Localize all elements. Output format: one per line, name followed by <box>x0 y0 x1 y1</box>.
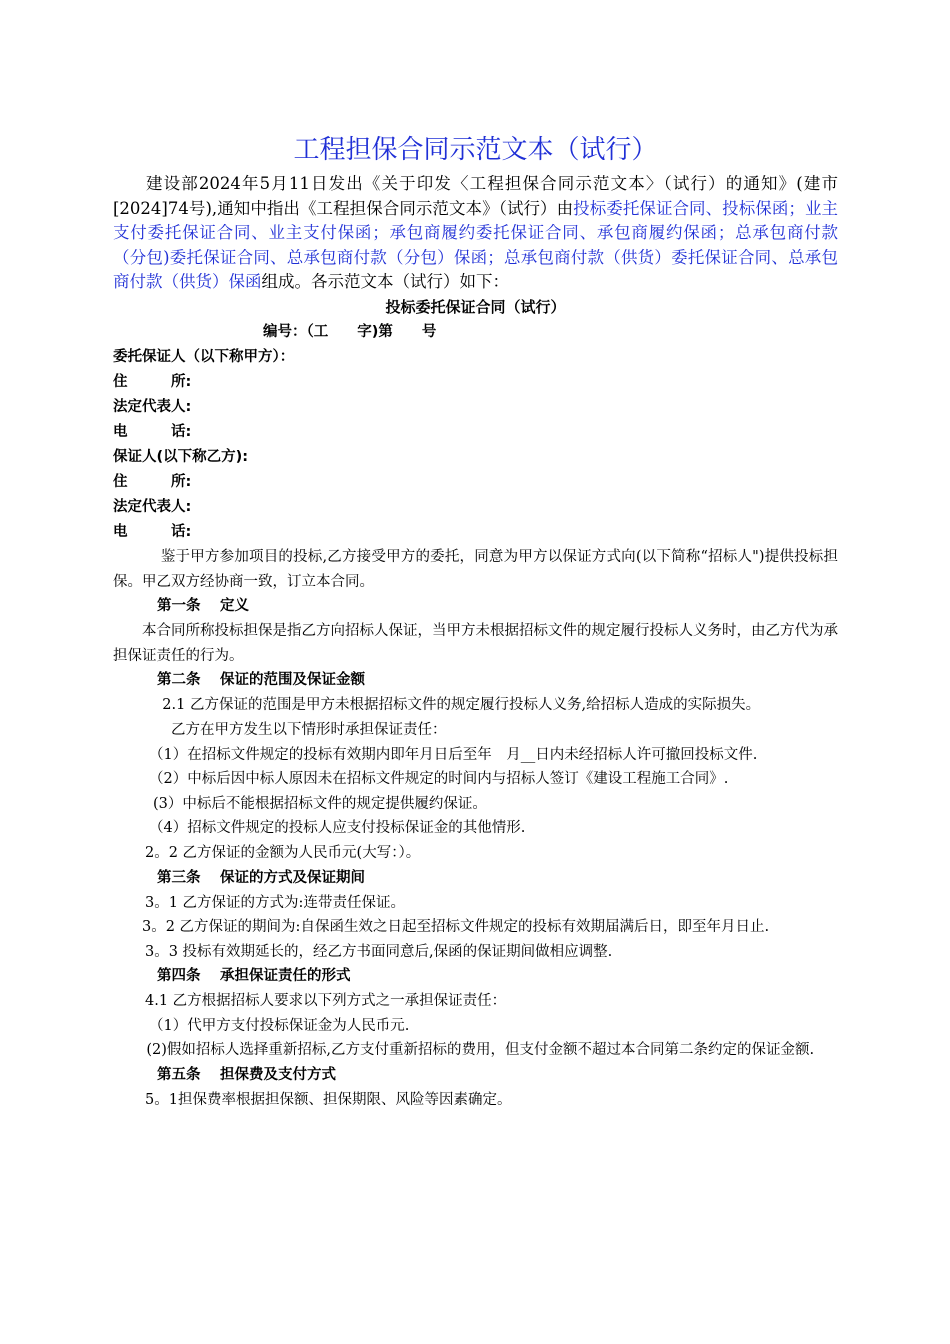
contract-title: 投标委托保证合同（试行） <box>385 297 566 316</box>
article-2-item-4: （4）招标文件规定的投标人应支付投标保证金的其他情形. <box>149 820 526 837</box>
article-3-1: 3。1 乙方保证的方式为:连带责任保证。 <box>145 894 405 911</box>
article-4-1: 4.1 乙方根据招标人要求以下列方式之一承担保证责任： <box>145 993 507 1010</box>
article-2-conditions: 乙方在甲方发生以下情形时承担保证责任： <box>171 721 447 738</box>
article-2-2: 2。2 乙方保证的金额为人民币元(大写：）。 <box>145 844 421 861</box>
intro-text-1: 建设部2024年5月11日发出《关于印发〈工程担保合同示范文本〉（试行）的通知》(建市[2024]74号),通知中指出《工程担保合同示范文本》（试行）由 <box>113 174 838 218</box>
party-b-phone: 电 话: <box>113 523 192 540</box>
article-1-title: 第一条 定义 <box>157 598 250 615</box>
article-3-title: 第三条 保证的方式及保证期间 <box>157 869 366 886</box>
contract-number: 编号：（工 字)第 号 <box>263 323 437 340</box>
article-3-2: 3。2 乙方保证的期间为:自保函生效之日起至招标文件规定的投标有效期届满后日，即至年月日止. <box>142 919 770 936</box>
article-5-title: 第五条 担保费及支付方式 <box>157 1067 337 1084</box>
article-2-item-2: （2）中标后因中标人原因未在招标文件规定的时间内与招标人签订《建设工程施工合同》. <box>149 771 729 788</box>
article-2-item-3: (3）中标后不能根据招标文件的规定提供履约保证。 <box>153 795 487 812</box>
article-2-item-1: （1）在招标文件规定的投标有效期内即年月日后至年 月__日内未经招标人许可撤回投标文件. <box>149 746 758 763</box>
article-4-item-2: (2)假如招标人选择重新招标,乙方支付重新招标的费用，但支付金额不超过本合同第二条约定的保证金额. <box>146 1042 815 1059</box>
intro-text-2: 组成。各示范文本（试行）如下： <box>261 272 509 292</box>
article-1-text: 本合同所称投标担保是指乙方向招标人保证，当甲方未根据招标文件的规定履行投标人义务时，由乙方代为承担保证责任的行为。 <box>113 623 838 664</box>
preamble-paragraph: 鉴于甲方参加项目的投标,乙方接受甲方的委托，同意为甲方以保证方式向(以下简称“招标人")提供投标担保。甲乙双方经协商一致，订立本合同。 <box>113 548 838 590</box>
article-3-3: 3。3 投标有效期延长的，经乙方书面同意后,保函的保证期间做相应调整. <box>145 943 613 960</box>
party-a-phone: 电 话: <box>113 423 192 440</box>
party-a-representative: 法定代表人: <box>113 398 192 415</box>
article-4-item-1: （1）代甲方支付投标保证金为人民币元. <box>149 1017 410 1034</box>
party-b-address: 住 所: <box>113 473 192 490</box>
intro-contract-list: 投标委托保证合同、投标保函；业主支付委托保证合同、业主支付保函；承包商履约委托保证合同、承包商履约保函；总承包商付款（分包)委托保证合同、总承包商付款（分包）保函；总承包商付款（供货）委托保证合同、总承包商付款（供货）保函 <box>113 198 838 292</box>
party-b-representative: 法定代表人: <box>113 498 192 515</box>
article-4-title: 第四条 承担保证责任的形式 <box>157 968 351 985</box>
document-page <box>113 130 838 1113</box>
intro-paragraph <box>113 172 838 295</box>
party-a-label: 委托保证人（以下称甲方）： <box>113 348 295 365</box>
party-a-address: 住 所: <box>113 373 192 390</box>
party-b-label: 保证人(以下称乙方): <box>113 448 249 465</box>
article-2-title: 第二条 保证的范围及保证金额 <box>157 672 366 689</box>
article-2-1: 2.1 乙方保证的范围是甲方未根据招标文件的规定履行投标人义务,给招标人造成的实际损失。 <box>162 697 761 714</box>
article-5-1: 5。1担保费率根据担保额、担保期限、风险等因素确定。 <box>145 1092 512 1109</box>
document-title: 工程担保合同示范文本（试行） <box>293 135 658 165</box>
